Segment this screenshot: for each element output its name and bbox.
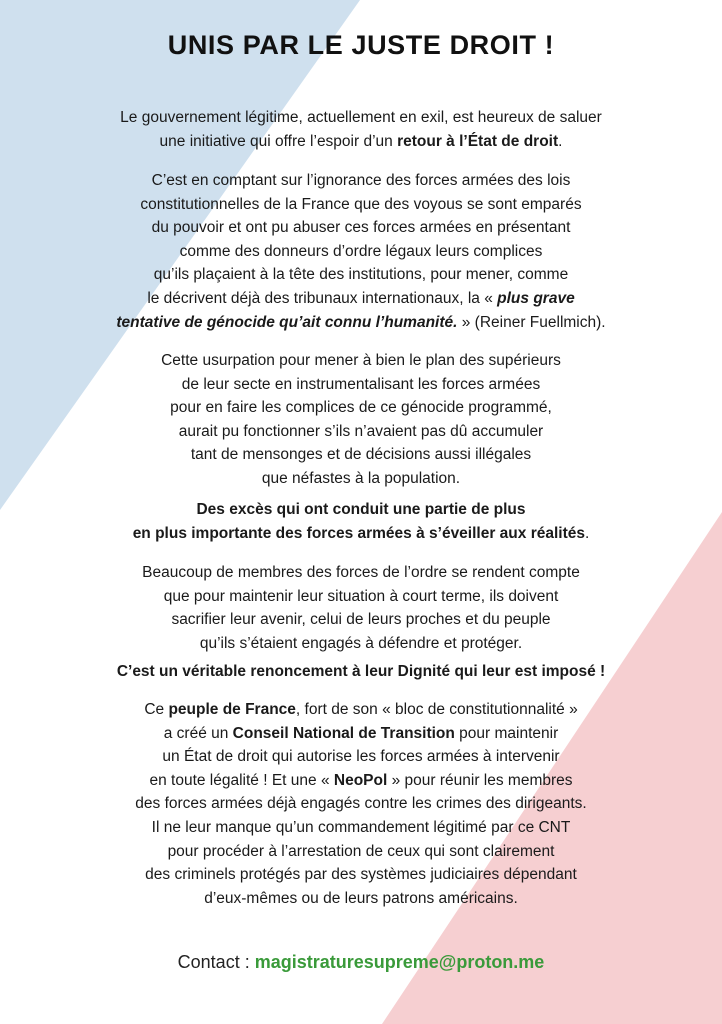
p7-line-7: pour procéder à l’arrestation de ceux qui sont clairement [167, 842, 555, 860]
p2-quote-end: tentative de génocide qu’ait connu l’humanité. [116, 313, 458, 331]
intro-emphasis: retour à l’État de droit [397, 132, 559, 150]
intro-text: une initiative qui offre l’espoir d’un [159, 132, 398, 150]
p3-line-4: aurait pu fonctionner s’ils n’avaient pas dû accumuler [178, 422, 544, 440]
p7-line-9: d’eux-mêmes ou de leurs patrons américains. [204, 889, 518, 907]
contact-line [0, 952, 722, 973]
p2-line-5: qu’ils plaçaient à la tête des institutions, pour mener, comme [153, 266, 569, 284]
p2-line-4: comme des donneurs d’ordre légaux leurs complices [179, 242, 543, 260]
contact-label: Contact : [177, 952, 255, 972]
p2-quote-start: plus grave [497, 289, 575, 307]
contact-email[interactable]: magistraturesupreme@proton.me [254, 952, 545, 972]
intro-period: . [558, 132, 563, 150]
paragraph-dignity [40, 660, 682, 684]
p3-line-5: tant de mensonges et de décisions aussi illégales [190, 446, 532, 464]
p4-bold-text: en plus importante des forces armées à s’éveiller aux réalités [132, 524, 585, 542]
p5-line-2: que pour maintenir leur situation à court terme, ils doivent [163, 587, 559, 605]
paragraph-forces [40, 561, 682, 655]
p4-line-1: Des excès qui ont conduit une partie de plus [196, 501, 526, 518]
p3-line-1: Cette usurpation pour mener à bien le plan des supérieurs [161, 352, 561, 369]
p2-line-7 [40, 311, 682, 335]
p2-line-3: du pouvoir et ont pu abuser ces forces armées en présentant [151, 219, 571, 237]
p7-text-6: » pour réunir les membres [387, 771, 573, 789]
p5-line-4: qu’ils s’étaient engagés à défendre et protéger. [199, 634, 523, 652]
p7-line-2 [40, 722, 682, 746]
p7-text-1: Ce [144, 701, 169, 718]
p5-line-1: Beaucoup de membres des forces de l’ordre se rendent compte [142, 564, 580, 581]
paragraph-plan [40, 349, 682, 491]
p2-line-2: constitutionnelles de la France que des voyous se sont emparés [140, 195, 582, 213]
paragraph-intro [40, 106, 682, 153]
p2-attribution: » (Reiner Fuellmich). [457, 313, 606, 331]
p7-line-1 [40, 698, 682, 722]
p2-line-1: C’est en comptant sur l’ignorance des forces armées des lois [151, 172, 571, 189]
p7-text-4: pour maintenir [454, 724, 559, 742]
p4-period: . [585, 524, 590, 542]
p3-line-2: de leur secte en instrumentalisant les forces armées [181, 375, 541, 393]
paragraph-people [40, 698, 682, 910]
intro-line-1: Le gouvernement légitime, actuellement en exil, est heureux de saluer [120, 109, 602, 126]
paragraph-usurpation [40, 169, 682, 334]
p7-line-4 [40, 769, 682, 793]
p7-emph-neopol: NeoPol [333, 771, 388, 789]
p2-line-6 [40, 287, 682, 311]
p7-emph-people: peuple de France [168, 701, 296, 718]
intro-line-2 [40, 130, 682, 154]
p7-text-3: a créé un [163, 724, 233, 742]
p4-line-2 [40, 522, 682, 546]
p7-emph-cnt: Conseil National de Transition [232, 724, 455, 742]
p7-line-5: des forces armées déjà engagés contre les crimes des dirigeants. [135, 795, 587, 813]
p3-line-3: pour en faire les complices de ce génocide programmé, [170, 399, 552, 417]
p7-line-6: Il ne leur manque qu’un commandement légitimé par ce CNT [151, 818, 571, 836]
p2-text: le décrivent déjà des tribunaux internationaux, la « [147, 289, 498, 307]
paragraph-excess [40, 498, 682, 545]
p6-line-1: C’est un véritable renoncement à leur Dignité qui leur est imposé ! [116, 663, 606, 680]
flyer-title: UNIS PAR LE JUSTE DROIT ! [167, 30, 555, 60]
p3-line-6: que néfastes à la population. [261, 469, 461, 487]
p7-text-5: en toute légalité ! Et une « [149, 771, 334, 789]
p5-line-3: sacrifier leur avenir, celui de leurs proches et du peuple [171, 611, 551, 629]
p7-line-3: un État de droit qui autorise les forces armées à intervenir [162, 748, 560, 766]
p7-text-2: , fort de son « bloc de constitutionnalité » [295, 701, 578, 718]
p7-line-8: des criminels protégés par des systèmes judiciaires dépendant [145, 866, 577, 884]
